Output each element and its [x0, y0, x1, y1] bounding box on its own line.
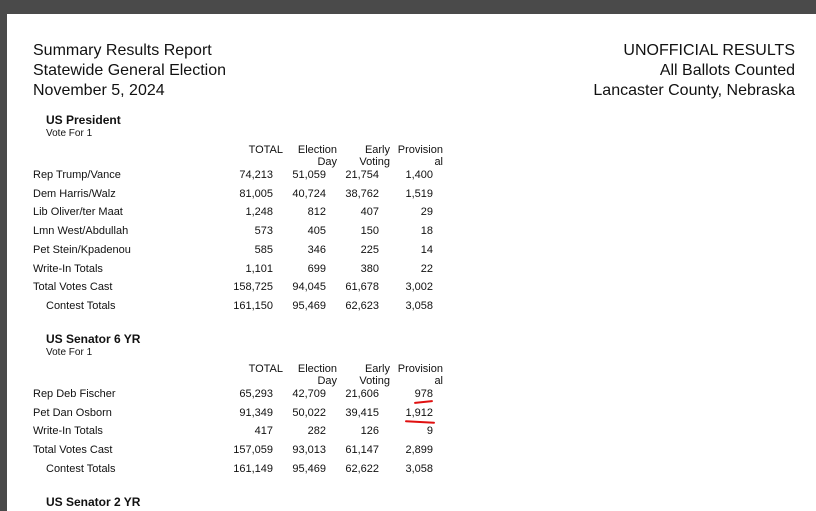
- cell-election-day: 405: [307, 225, 326, 238]
- cell-election-day: 95,469: [292, 462, 326, 475]
- row-label: Write-In Totals: [33, 425, 103, 438]
- cell-total: 74,213: [239, 169, 273, 181]
- vote-for-label: Vote For 1: [46, 347, 93, 358]
- cell-election-day: 699: [307, 262, 326, 275]
- vote-for-label: Vote For 1: [46, 128, 93, 139]
- row-label: Lib Oliver/ter Maat: [33, 206, 123, 219]
- cell-total: 65,293: [239, 388, 273, 400]
- cell-provisional: 2,899: [405, 444, 433, 457]
- col-header-total: TOTAL: [248, 144, 283, 156]
- cell-election-day: 282: [307, 425, 326, 438]
- county-name: Lancaster County, Nebraska: [593, 82, 795, 99]
- report-header-right: [593, 41, 795, 101]
- cell-early-voting: 62,622: [345, 462, 379, 475]
- cell-early-voting: 225: [360, 243, 379, 256]
- col-header-early-voting: Early Voting: [359, 363, 390, 387]
- table-row: [7, 263, 816, 281]
- cell-election-day: 812: [307, 206, 326, 219]
- cell-early-voting: 38,762: [345, 187, 379, 200]
- row-label: Contest Totals: [46, 462, 116, 475]
- cell-total: 1,101: [245, 262, 273, 275]
- cell-early-voting: 126: [360, 425, 379, 438]
- contest-title: US President: [46, 113, 121, 127]
- row-label: Write-In Totals: [33, 262, 103, 275]
- table-row: [7, 425, 816, 443]
- cell-total: 161,149: [233, 462, 273, 475]
- row-label: Rep Deb Fischer: [33, 388, 116, 400]
- cell-total: 91,349: [239, 406, 273, 419]
- cell-early-voting: 61,678: [345, 281, 379, 294]
- cell-provisional: 18: [420, 225, 433, 238]
- row-label: Pet Stein/Kpadenou: [33, 243, 131, 256]
- cell-election-day: 42,709: [292, 388, 326, 400]
- col-header-election-day: Election Day: [297, 363, 337, 387]
- cell-total: 161,150: [233, 299, 273, 312]
- row-label: Total Votes Cast: [33, 444, 113, 457]
- col-header-election-day: Election Day: [297, 144, 337, 168]
- report-title: Summary Results Report: [33, 42, 212, 59]
- cell-early-voting: 21,754: [345, 169, 379, 181]
- cell-total: 573: [254, 225, 273, 238]
- col-header-provisional: Provision al: [397, 144, 443, 168]
- cell-early-voting: 21,606: [345, 388, 379, 400]
- cell-provisional: 3,002: [405, 281, 433, 294]
- cell-total: 81,005: [239, 187, 273, 200]
- cell-provisional: 14: [420, 243, 433, 256]
- election-name: Statewide General Election: [33, 62, 226, 79]
- table-row: [7, 463, 816, 481]
- col-header-total: TOTAL: [248, 363, 283, 375]
- viewer-left-bar: [0, 14, 7, 511]
- cell-early-voting: 61,147: [345, 444, 379, 457]
- table-row: [7, 444, 816, 462]
- cell-total: 417: [254, 425, 273, 438]
- election-date: November 5, 2024: [33, 82, 165, 99]
- cell-provisional: 1,912: [405, 406, 433, 419]
- cell-election-day: 51,059: [292, 169, 326, 181]
- report-header-left: [33, 41, 226, 101]
- results-status: UNOFFICIAL RESULTS: [623, 42, 795, 59]
- col-header-early-voting: Early Voting: [359, 144, 390, 168]
- table-row: [7, 225, 816, 243]
- cell-election-day: 94,045: [292, 281, 326, 294]
- table-row: [7, 206, 816, 224]
- cell-provisional: 22: [420, 262, 433, 275]
- cell-election-day: 40,724: [292, 187, 326, 200]
- cell-early-voting: 150: [360, 225, 379, 238]
- cell-provisional: 1,519: [405, 187, 433, 200]
- cell-early-voting: 380: [360, 262, 379, 275]
- cell-early-voting: 39,415: [345, 406, 379, 419]
- table-row: [7, 300, 816, 318]
- report-page: [7, 14, 816, 511]
- table-row: [7, 244, 816, 262]
- cell-provisional: 1,400: [405, 169, 433, 181]
- table-row: [7, 388, 816, 406]
- table-row: [7, 188, 816, 206]
- col-header-provisional: Provision al: [397, 363, 443, 387]
- row-label: Rep Trump/Vance: [33, 169, 121, 181]
- cell-election-day: 50,022: [292, 406, 326, 419]
- table-row: [7, 169, 816, 187]
- table-row: [7, 281, 816, 299]
- cell-election-day: 346: [307, 243, 326, 256]
- cell-election-day: 93,013: [292, 444, 326, 457]
- row-label: Lmn West/Abdullah: [33, 225, 129, 238]
- cell-provisional: 3,058: [405, 299, 433, 312]
- row-label: Pet Dan Osborn: [33, 406, 112, 419]
- cell-provisional: 9: [426, 425, 433, 438]
- cell-provisional: 978: [414, 388, 433, 400]
- row-label: Total Votes Cast: [33, 281, 113, 294]
- cell-total: 157,059: [233, 444, 273, 457]
- cell-provisional: 29: [420, 206, 433, 219]
- ballots-status: All Ballots Counted: [659, 62, 795, 79]
- contest-title: US Senator 2 YR: [46, 495, 141, 509]
- cell-total: 585: [254, 243, 273, 256]
- cell-provisional: 3,058: [405, 462, 433, 475]
- cell-early-voting: 407: [360, 206, 379, 219]
- cell-early-voting: 62,623: [345, 299, 379, 312]
- row-label: Dem Harris/Walz: [33, 187, 116, 200]
- cell-total: 158,725: [233, 281, 273, 294]
- cell-total: 1,248: [245, 206, 273, 219]
- row-label: Contest Totals: [46, 299, 116, 312]
- contest-title: US Senator 6 YR: [46, 332, 141, 346]
- viewer-top-bar: [0, 0, 816, 14]
- cell-election-day: 95,469: [292, 299, 326, 312]
